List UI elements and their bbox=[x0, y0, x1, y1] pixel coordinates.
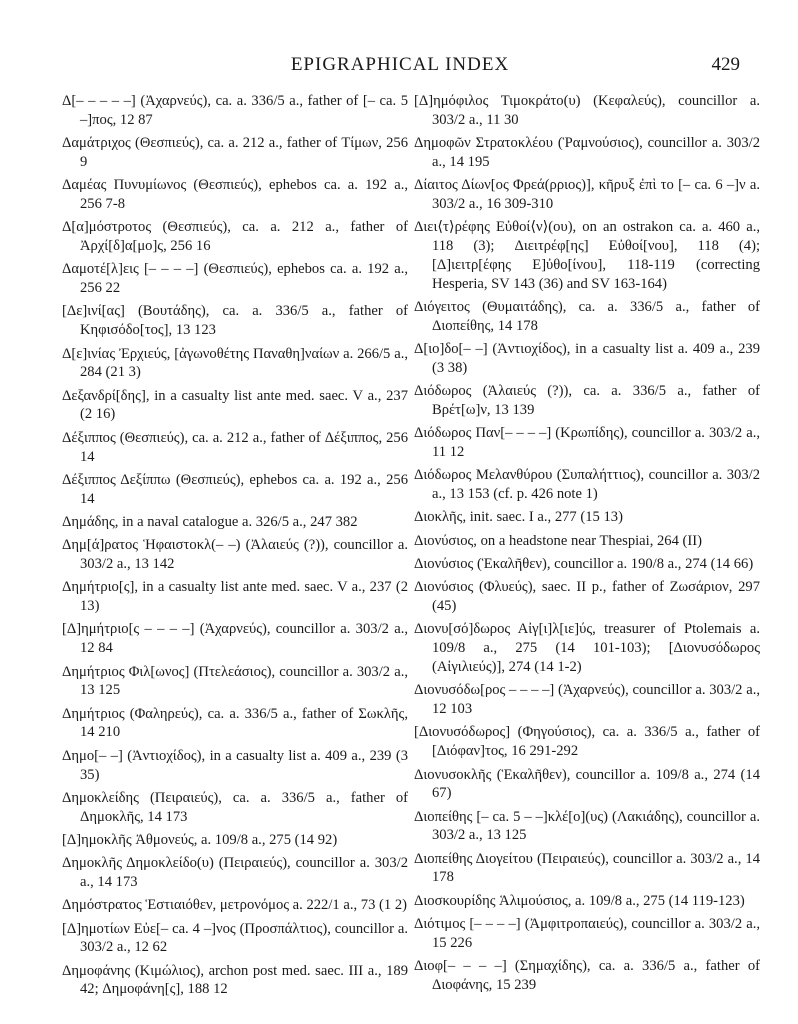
index-entry: Διονυσοκλῆς (Ἑκαλῆθεν), councillor a. 109/8 a., 274 (14 67) bbox=[414, 766, 760, 802]
index-entry: [Δ]ημοκλῆς Ἀθμονεύς, a. 109/8 a., 275 (14 92) bbox=[62, 831, 338, 848]
index-entry: Διοφ[– – – –] (Σημαχίδης), ca. a. 336/5 a., father of Διοφάνης, 15 239 bbox=[414, 958, 760, 993]
index-entry: Δ[ιο]δο[– –] (Ἀντιοχίδος), in a casualty list a. 409 a., 239 (3 38) bbox=[414, 341, 760, 376]
index-entry: Δημ[ά]ρατος Ἡφαιστοκλ(– –) (Ἀλαιεύς (?)), councillor a. 303/2 a., 13 142 bbox=[62, 537, 408, 573]
index-entry: Δημήτριος (Φαληρεύς), ca. a. 336/5 a., father of Σωκλῆς, 14 210 bbox=[62, 705, 408, 741]
index-entry: Δημάδης, in a naval catalogue a. 326/5 a., 247 382 bbox=[62, 513, 358, 530]
index-entry: [Δ]ημοτίων Εὐε[– ca. 4 –]νος (Προσπάλτιος), councillor a. 303/2 a., 12 62 bbox=[62, 920, 408, 956]
index-entry: Διοπείθης [– ca. 5 – –]κλέ[ο](υς) (Λακιάδης), councillor a. 303/2 a., 13 125 bbox=[414, 808, 760, 844]
index-entry: Δημοφῶν Στρατοκλέου (Ῥαμνούσιος), councillor a. 303/2 a., 14 195 bbox=[414, 135, 760, 170]
index-entry: Διοσκουρίδης Ἁλιμούσιος, a. 109/8 a., 275 (14 119-123) bbox=[414, 892, 745, 909]
index-entry: Δημήτριο[ς], in a casualty list ante med. saec. V a., 237 (2 13) bbox=[62, 579, 408, 615]
index-entry: Διόδωρος Παν[– – – –] (Κρωπίδης), councillor a. 303/2 a., 11 12 bbox=[414, 425, 760, 461]
index-entry: Δαμέας Πυνυμίωνος (Θεσπιεύς), ephebos ca. a. 192 a., 256 7-8 bbox=[62, 177, 408, 212]
index-entry: Δέξιππος Δεξίππω (Θεσπιεύς), ephebos ca. a. 192 a., 256 14 bbox=[62, 471, 408, 507]
index-entry: Διοπείθης Διογείτου (Πειραιεύς), councillor a. 303/2 a., 14 178 bbox=[414, 850, 760, 886]
index-entry: Δίαιτος Δίων[ος Φρεά(ρριος)], κῆρυξ ἐπὶ το [– ca. 6 –]ν a. 303/2 a., 16 309-310 bbox=[414, 177, 760, 212]
left-column bbox=[62, 92, 408, 1004]
index-entry: Δέξιππος (Θεσπιεύς), ca. a. 212 a., father of Δέξιππος, 256 14 bbox=[62, 429, 408, 465]
index-entry: Δημοκλῆς Δημοκλείδο(υ) (Πειραιεύς), councillor a. 303/2 a., 14 173 bbox=[62, 855, 408, 890]
running-title: EPIGRAPHICAL INDEX bbox=[290, 54, 510, 75]
page-number: 429 bbox=[711, 54, 740, 75]
running-header bbox=[60, 50, 740, 80]
index-entry: Δ[– – – – –] (Ἀχαρνεύς), ca. a. 336/5 a., father of [– ca. 5 –]πος, 12 87 bbox=[62, 93, 408, 128]
index-entry: Διονύσιος, on a headstone near Thespiai, 264 (II) bbox=[414, 532, 702, 549]
index-entry: Δ[α]μόστροτος (Θεσπιεύς), ca. a. 212 a., father of Ἀρχί[δ]α[μο]ς, 256 16 bbox=[62, 219, 408, 255]
index-entry: [Δε]ινί[ας] (Βουτάδης), ca. a. 336/5 a., father of Κηφισόδο[τος], 13 123 bbox=[62, 303, 408, 339]
index-entry: Διονύσιος (Φλυεύς), saec. II p., father of Ζωσάριον, 297 (45) bbox=[414, 579, 760, 615]
index-entry: Διονυ[σό]δωρος Αἰγ[ι]λ[ιε]ύς, treasurer of Ptolemais a. 109/8 a., 275 (14 101-103); [Διονυσόδωρος (Αἰγιλιεύς)], 274 (14 1-2) bbox=[414, 621, 760, 676]
index-entry: Διονυσόδω[ρος – – – –] (Ἀχαρνεύς), councillor a. 303/2 a., 12 103 bbox=[414, 682, 760, 718]
index-entry: Διει⟨τ⟩ρέφης Εὐθοί⟨ν⟩(ου), on an ostrakon ca. a. 460 a., 118 (3); Διειτρέφ[ης] Εὐθοί[νου], 118 (4); [Δ]ιειτρ[έφης Ε]ὐθο[ίνου], 118-119 (correcting Hesperia, SV 143 (36) and SV 163-164) bbox=[414, 219, 760, 292]
index-entry: Δαμοτέ[λ]εις [– – – –] (Θεσπιεύς), ephebos ca. a. 192 a., 256 22 bbox=[62, 261, 408, 297]
index-entry: Διόδωρος Μελανθύρου (Συπαλήττιος), councillor a. 303/2 a., 13 153 (cf. p. 426 note 1) bbox=[414, 467, 760, 503]
index-entry: Δημήτριος Φιλ[ωνος] (Πτελεάσιος), councillor a. 303/2 a., 13 125 bbox=[62, 663, 408, 699]
index-entry: Δαμάτριχος (Θεσπιεύς), ca. a. 212 a., father of Τίμων, 256 9 bbox=[62, 135, 408, 170]
index-entry: Δ[ε]ινίας Ἐρχιεύς, [ἀγωνοθέτης Παναθη]ναίων a. 266/5 a., 284 (21 3) bbox=[62, 345, 408, 381]
index-entry: [Δ]ημήτριο[ς – – – –] (Ἀχαρνεύς), councillor a. 303/2 a., 12 84 bbox=[62, 621, 408, 657]
index-entry: Διόδωρος (Ἀλαιεύς (?)), ca. a. 336/5 a., father of Βρέτ[ω]ν, 13 139 bbox=[414, 383, 760, 418]
index-entry: Δημοκλείδης (Πειραιεύς), ca. a. 336/5 a., father of Δημοκλῆς, 14 173 bbox=[62, 789, 408, 825]
index-entry: Διοκλῆς, init. saec. I a., 277 (15 13) bbox=[414, 509, 623, 526]
index-entry: Δημο[– –] (Ἀντιοχίδος), in a casualty list a. 409 a., 239 (3 35) bbox=[62, 747, 408, 783]
index-entry: Δημόστρατος Ἑστιαιόθεν, μετρονόμος a. 222/1 a., 73 (1 2) bbox=[62, 897, 407, 914]
index-entry: Δεξανδρί[δης], in a casualty list ante med. saec. V a., 237 (2 16) bbox=[62, 387, 408, 423]
index-entry: [Δ]ημόφιλος Τιμοκράτο(υ) (Κεφαλεύς), councillor a. 303/2 a., 11 30 bbox=[414, 93, 760, 128]
index-entry: Διόγειτος (Θυμαιτάδης), ca. a. 336/5 a., father of Διοπείθης, 14 178 bbox=[414, 298, 760, 334]
right-column bbox=[414, 92, 760, 999]
index-entry: Διότιμος [– – – –] (Ἀμφιτροπαιεύς), councillor a. 303/2 a., 15 226 bbox=[414, 916, 760, 951]
index-entry: Διονύσιος (Ἑκαλῆθεν), councillor a. 190/8 a., 274 (14 66) bbox=[414, 556, 754, 573]
index-entry: Δημοφάνης (Κιμώλιος), archon post med. saec. III a., 189 42; Δημοφάνη[ς], 188 12 bbox=[62, 962, 408, 998]
index-entry: [Διονυσόδωρος] (Φηγούσιος), ca. a. 336/5 a., father of [Διόφαν]τος, 16 291-292 bbox=[414, 724, 760, 760]
